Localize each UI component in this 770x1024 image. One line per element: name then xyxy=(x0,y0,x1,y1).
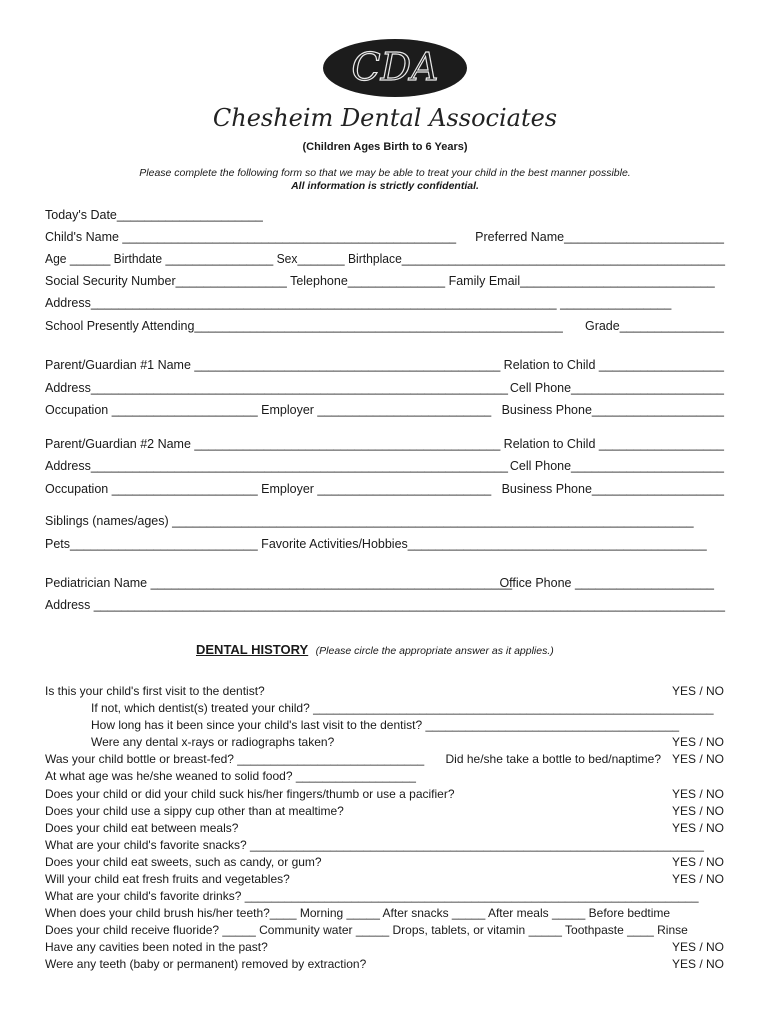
parent1-name-field[interactable]: Parent/Guardian #1 Name ____________________________________________ xyxy=(45,358,501,372)
yes-no-between-meals[interactable]: YES / NO xyxy=(671,821,724,835)
office-phone-field[interactable]: Office Phone ____________________ xyxy=(499,576,714,590)
yes-no-first-visit[interactable]: YES / NO xyxy=(671,684,724,698)
q-fluoride[interactable]: Does your child receive fluoride? _____ Community water _____ Drops, tablets, or vitamin _____ Toothpaste ____ Rinse xyxy=(45,923,688,937)
todays-date-field[interactable]: Today's Date_____________________ xyxy=(45,208,263,222)
parent2-cell-field[interactable]: Cell Phone______________________ xyxy=(509,459,724,473)
practice-logo xyxy=(320,36,470,100)
q-first-visit: Is this your child's first visit to the dentist? xyxy=(45,684,265,698)
q-fruits: Will your child eat fresh fruits and vegetables? xyxy=(45,872,290,886)
age-birthdate-row[interactable]: Age ______ Birthdate ________________ Sex_______ Birthplace________________________________________________ xyxy=(45,252,726,266)
parent1-relation-field[interactable]: Relation to Child __________________ xyxy=(503,358,724,372)
q-sweets: Does your child eat sweets, such as candy, or gum? xyxy=(45,855,322,869)
yes-no-cavities[interactable]: YES / NO xyxy=(671,940,724,954)
parent2-relation-field[interactable]: Relation to Child __________________ xyxy=(503,437,724,451)
q-bottle-nap: Did he/she take a bottle to bed/naptime? xyxy=(445,752,661,766)
parent1-business-phone-field[interactable]: Business Phone___________________ xyxy=(501,403,724,417)
logo-monogram: CDA xyxy=(351,45,439,89)
yes-no-suck[interactable]: YES / NO xyxy=(671,787,724,801)
dental-history-instruction: (Please circle the appropriate answer as it applies.) xyxy=(315,645,554,657)
parent1-address-field[interactable]: Address____________________________________________________________ xyxy=(45,381,508,395)
address-field[interactable]: Address___________________________________________________________________ ________________ xyxy=(45,296,672,310)
parent2-business-phone-field[interactable]: Business Phone___________________ xyxy=(501,482,724,496)
pediatrician-name-field[interactable]: Pediatrician Name ____________________________________________________ xyxy=(45,576,513,590)
confidential-note: All information is strictly confidential. xyxy=(291,180,479,192)
q-bottle[interactable]: Was your child bottle or breast-fed? ____________________________ xyxy=(45,752,425,766)
school-field[interactable]: School Presently Attending_____________________________________________________ xyxy=(45,319,563,333)
q-which-dentist[interactable]: If not, which dentist(s) treated your child? ____________________________________________________________ xyxy=(91,701,714,715)
q-favorite-snacks[interactable]: What are your child's favorite snacks? ____________________________________________________________________ xyxy=(45,838,704,852)
parent1-occupation-field[interactable]: Occupation _____________________ Employer _________________________ xyxy=(45,403,492,417)
parent2-occupation-field[interactable]: Occupation _____________________ Employer _________________________ xyxy=(45,482,492,496)
parent2-address-field[interactable]: Address____________________________________________________________ xyxy=(45,459,508,473)
yes-no-xrays[interactable]: YES / NO xyxy=(671,735,724,749)
q-favorite-drinks[interactable]: What are your child's favorite drinks? ____________________________________________________________________ xyxy=(45,889,699,903)
yes-no-sippy[interactable]: YES / NO xyxy=(671,804,724,818)
brand-name: Chesheim Dental Associates xyxy=(212,104,558,132)
q-sippy: Does your child use a sippy cup other than at mealtime? xyxy=(45,804,344,818)
yes-no-fruits[interactable]: YES / NO xyxy=(671,872,724,886)
childs-name-field[interactable]: Child's Name ________________________________________________ xyxy=(45,230,457,244)
q-extraction: Were any teeth (baby or permanent) removed by extraction? xyxy=(45,957,367,971)
yes-no-extraction[interactable]: YES / NO xyxy=(671,957,724,971)
dental-history-heading: DENTAL HISTORY xyxy=(196,642,309,657)
pets-hobbies-row[interactable]: Pets___________________________ Favorite Activities/Hobbies___________________________________________ xyxy=(45,537,707,551)
q-suck: Does your child or did your child suck his/her fingers/thumb or use a pacifier? xyxy=(45,787,455,801)
siblings-field[interactable]: Siblings (names/ages) ___________________________________________________________________________ xyxy=(45,514,694,528)
parent2-name-field[interactable]: Parent/Guardian #2 Name ____________________________________________ xyxy=(45,437,501,451)
preferred-name-field[interactable]: Preferred Name_______________________ xyxy=(475,230,724,244)
yes-no-sweets[interactable]: YES / NO xyxy=(671,855,724,869)
form-subtitle: (Children Ages Birth to 6 Years) xyxy=(302,141,468,153)
q-how-long[interactable]: How long has it been since your child's last visit to the dentist? ______________________________________ xyxy=(91,718,680,732)
dental-history-header xyxy=(196,641,554,659)
q-brush[interactable]: When does your child brush his/her teeth?____ Morning _____ After snacks _____ After meals _____ Before bedtime xyxy=(45,906,671,920)
ssn-phone-email-row[interactable]: Social Security Number________________ Telephone______________ Family Email____________________________ xyxy=(45,274,715,288)
q-between-meals: Does your child eat between meals? xyxy=(45,821,239,835)
yes-no-bottle-nap[interactable]: YES / NO xyxy=(671,752,724,766)
q-xrays: Were any dental x-rays or radiographs taken? xyxy=(91,735,335,749)
grade-field[interactable]: Grade_______________ xyxy=(584,319,724,333)
form-intro: Please complete the following form so that we may be able to treat your child in the best manner possible. xyxy=(139,167,631,179)
q-cavities: Have any cavities been noted in the past? xyxy=(45,940,268,954)
pediatrician-address-field[interactable]: Address ____________________________________________________________________________________________ xyxy=(45,598,726,612)
q-weaned[interactable]: At what age was he/she weaned to solid food? __________________ xyxy=(45,769,416,783)
parent1-cell-field[interactable]: Cell Phone______________________ xyxy=(509,381,724,395)
